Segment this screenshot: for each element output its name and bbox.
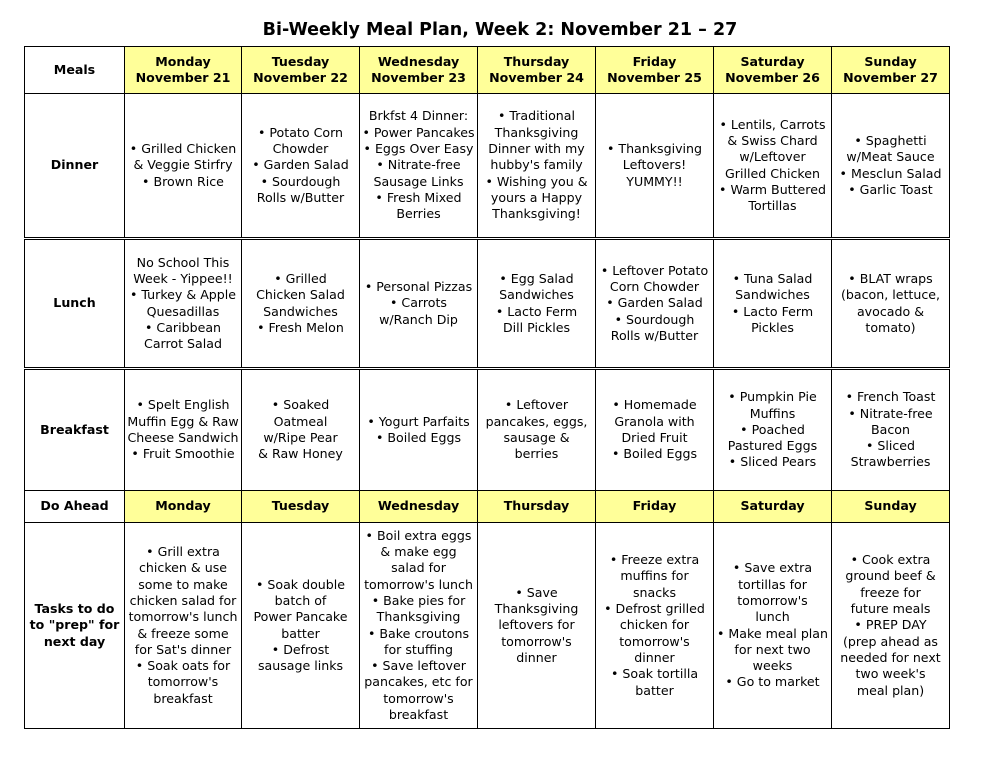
tasks-label: Tasks to do to "prep" for next day [25, 523, 125, 729]
lunch-cell-wednesday: • Personal Pizzas • Carrots w/Ranch Dip [360, 239, 478, 369]
day-name: Monday [155, 53, 211, 69]
lunch-cell-saturday: • Tuna Salad Sandwiches • Lacto Ferm Pickles [714, 239, 832, 369]
day-header-friday [596, 47, 714, 94]
lunch-cell-tuesday: • Grilled Chicken Salad Sandwiches • Fresh Melon [242, 239, 360, 369]
day-date: November 27 [843, 70, 938, 85]
dinner-cell-friday: • Thanksgiving Leftovers! YUMMY!! [596, 94, 714, 239]
day-header-tuesday [242, 47, 360, 94]
lunch-cell-sunday: • BLAT wraps (bacon, lettuce, avocado & tomato) [832, 239, 950, 369]
day-name: Saturday [740, 53, 805, 69]
day-header-sunday [832, 47, 950, 94]
tasks-cell-sunday: • Cook extra ground beef & freeze for future meals • PREP DAY (prep ahead as needed for next two week's meal plan) [832, 523, 950, 729]
tasks-cell-wednesday: • Boil extra eggs & make egg salad for tomorrow's lunch • Bake pies for Thanksgiving • Bake croutons for stuffing • Save leftover pancakes, etc for tomorrow's breakfast [360, 523, 478, 729]
breakfast-cell-friday: • Homemade Granola with Dried Fruit • Boiled Eggs [596, 369, 714, 491]
do-ahead-row [25, 491, 950, 523]
tasks-cell-thursday: • Save Thanksgiving leftovers for tomorrow's dinner [478, 523, 596, 729]
lunch-cell-monday: No School This Week - Yippee!! • Turkey & Apple Quesadillas • Caribbean Carrot Salad [125, 239, 242, 369]
day-date: November 21 [135, 70, 231, 85]
do-ahead-thursday: Thursday [478, 491, 596, 523]
dinner-cell-wednesday: Brkfst 4 Dinner: • Power Pancakes • Eggs Over Easy • Nitrate-free Sausage Links • Fresh Mixed Berries [360, 94, 478, 239]
day-date: November 26 [725, 70, 820, 85]
lunch-cell-thursday: • Egg Salad Sandwiches • Lacto Ferm Dill Pickles [478, 239, 596, 369]
day-date: November 25 [607, 70, 702, 85]
do-ahead-sunday: Sunday [832, 491, 950, 523]
tasks-cell-saturday: • Save extra tortillas for tomorrow's lunch • Make meal plan for next two weeks • Go to market [714, 523, 832, 729]
breakfast-cell-monday: • Spelt English Muffin Egg & Raw Cheese Sandwich • Fruit Smoothie [125, 369, 242, 491]
meal-plan-table [24, 46, 950, 729]
day-header-saturday [714, 47, 832, 94]
tasks-cell-monday: • Grill extra chicken & use some to make chicken salad for tomorrow's lunch & freeze some for Sat's dinner • Soak oats for tomorrow's breakfast [125, 523, 242, 729]
lunch-row [25, 239, 950, 369]
dinner-label: Dinner [25, 94, 125, 239]
breakfast-cell-sunday: • French Toast • Nitrate-free Bacon • Sliced Strawberries [832, 369, 950, 491]
day-date: November 23 [371, 70, 466, 85]
page-title: Bi-Weekly Meal Plan, Week 2: November 21 – 27 [262, 20, 738, 40]
do-ahead-tuesday: Tuesday [242, 491, 360, 523]
day-name: Friday [632, 53, 677, 69]
day-date: November 24 [489, 70, 584, 85]
lunch-label: Lunch [25, 239, 125, 369]
do-ahead-friday: Friday [596, 491, 714, 523]
day-date: November 22 [253, 70, 348, 85]
breakfast-row [25, 369, 950, 491]
day-header-thursday [478, 47, 596, 94]
dinner-cell-sunday: • Spaghetti w/Meat Sauce • Mesclun Salad • Garlic Toast [832, 94, 950, 239]
day-name: Sunday [864, 53, 917, 69]
breakfast-cell-saturday: • Pumpkin Pie Muffins • Poached Pastured Eggs • Sliced Pears [714, 369, 832, 491]
dinner-row [25, 94, 950, 239]
do-ahead-label: Do Ahead [25, 491, 125, 523]
tasks-cell-tuesday: • Soak double batch of Power Pancake batter • Defrost sausage links [242, 523, 360, 729]
dinner-cell-tuesday: • Potato Corn Chowder • Garden Salad • Sourdough Rolls w/Butter [242, 94, 360, 239]
dinner-cell-saturday: • Lentils, Carrots & Swiss Chard w/Leftover Grilled Chicken • Warm Buttered Tortillas [714, 94, 832, 239]
breakfast-label: Breakfast [25, 369, 125, 491]
breakfast-cell-wednesday: • Yogurt Parfaits • Boiled Eggs [360, 369, 478, 491]
day-header-monday [125, 47, 242, 94]
meals-label: Meals [25, 47, 125, 94]
do-ahead-saturday: Saturday [714, 491, 832, 523]
do-ahead-wednesday: Wednesday [360, 491, 478, 523]
do-ahead-monday: Monday [125, 491, 242, 523]
dinner-cell-thursday: • Traditional Thanksgiving Dinner with my hubby's family • Wishing you & yours a Happy Thanksgiving! [478, 94, 596, 239]
lunch-cell-friday: • Leftover Potato Corn Chowder • Garden Salad • Sourdough Rolls w/Butter [596, 239, 714, 369]
breakfast-cell-thursday: • Leftover pancakes, eggs, sausage & berries [478, 369, 596, 491]
tasks-row [25, 523, 950, 729]
day-header-wednesday [360, 47, 478, 94]
day-name: Tuesday [271, 53, 330, 69]
breakfast-cell-tuesday: • Soaked Oatmeal w/Ripe Pear & Raw Honey [242, 369, 360, 491]
tasks-cell-friday: • Freeze extra muffins for snacks • Defrost grilled chicken for tomorrow's dinner • Soak tortilla batter [596, 523, 714, 729]
header-row [25, 47, 950, 94]
dinner-cell-monday: • Grilled Chicken & Veggie Stirfry • Brown Rice [125, 94, 242, 239]
day-name: Wednesday [377, 53, 460, 69]
day-name: Thursday [503, 53, 570, 69]
